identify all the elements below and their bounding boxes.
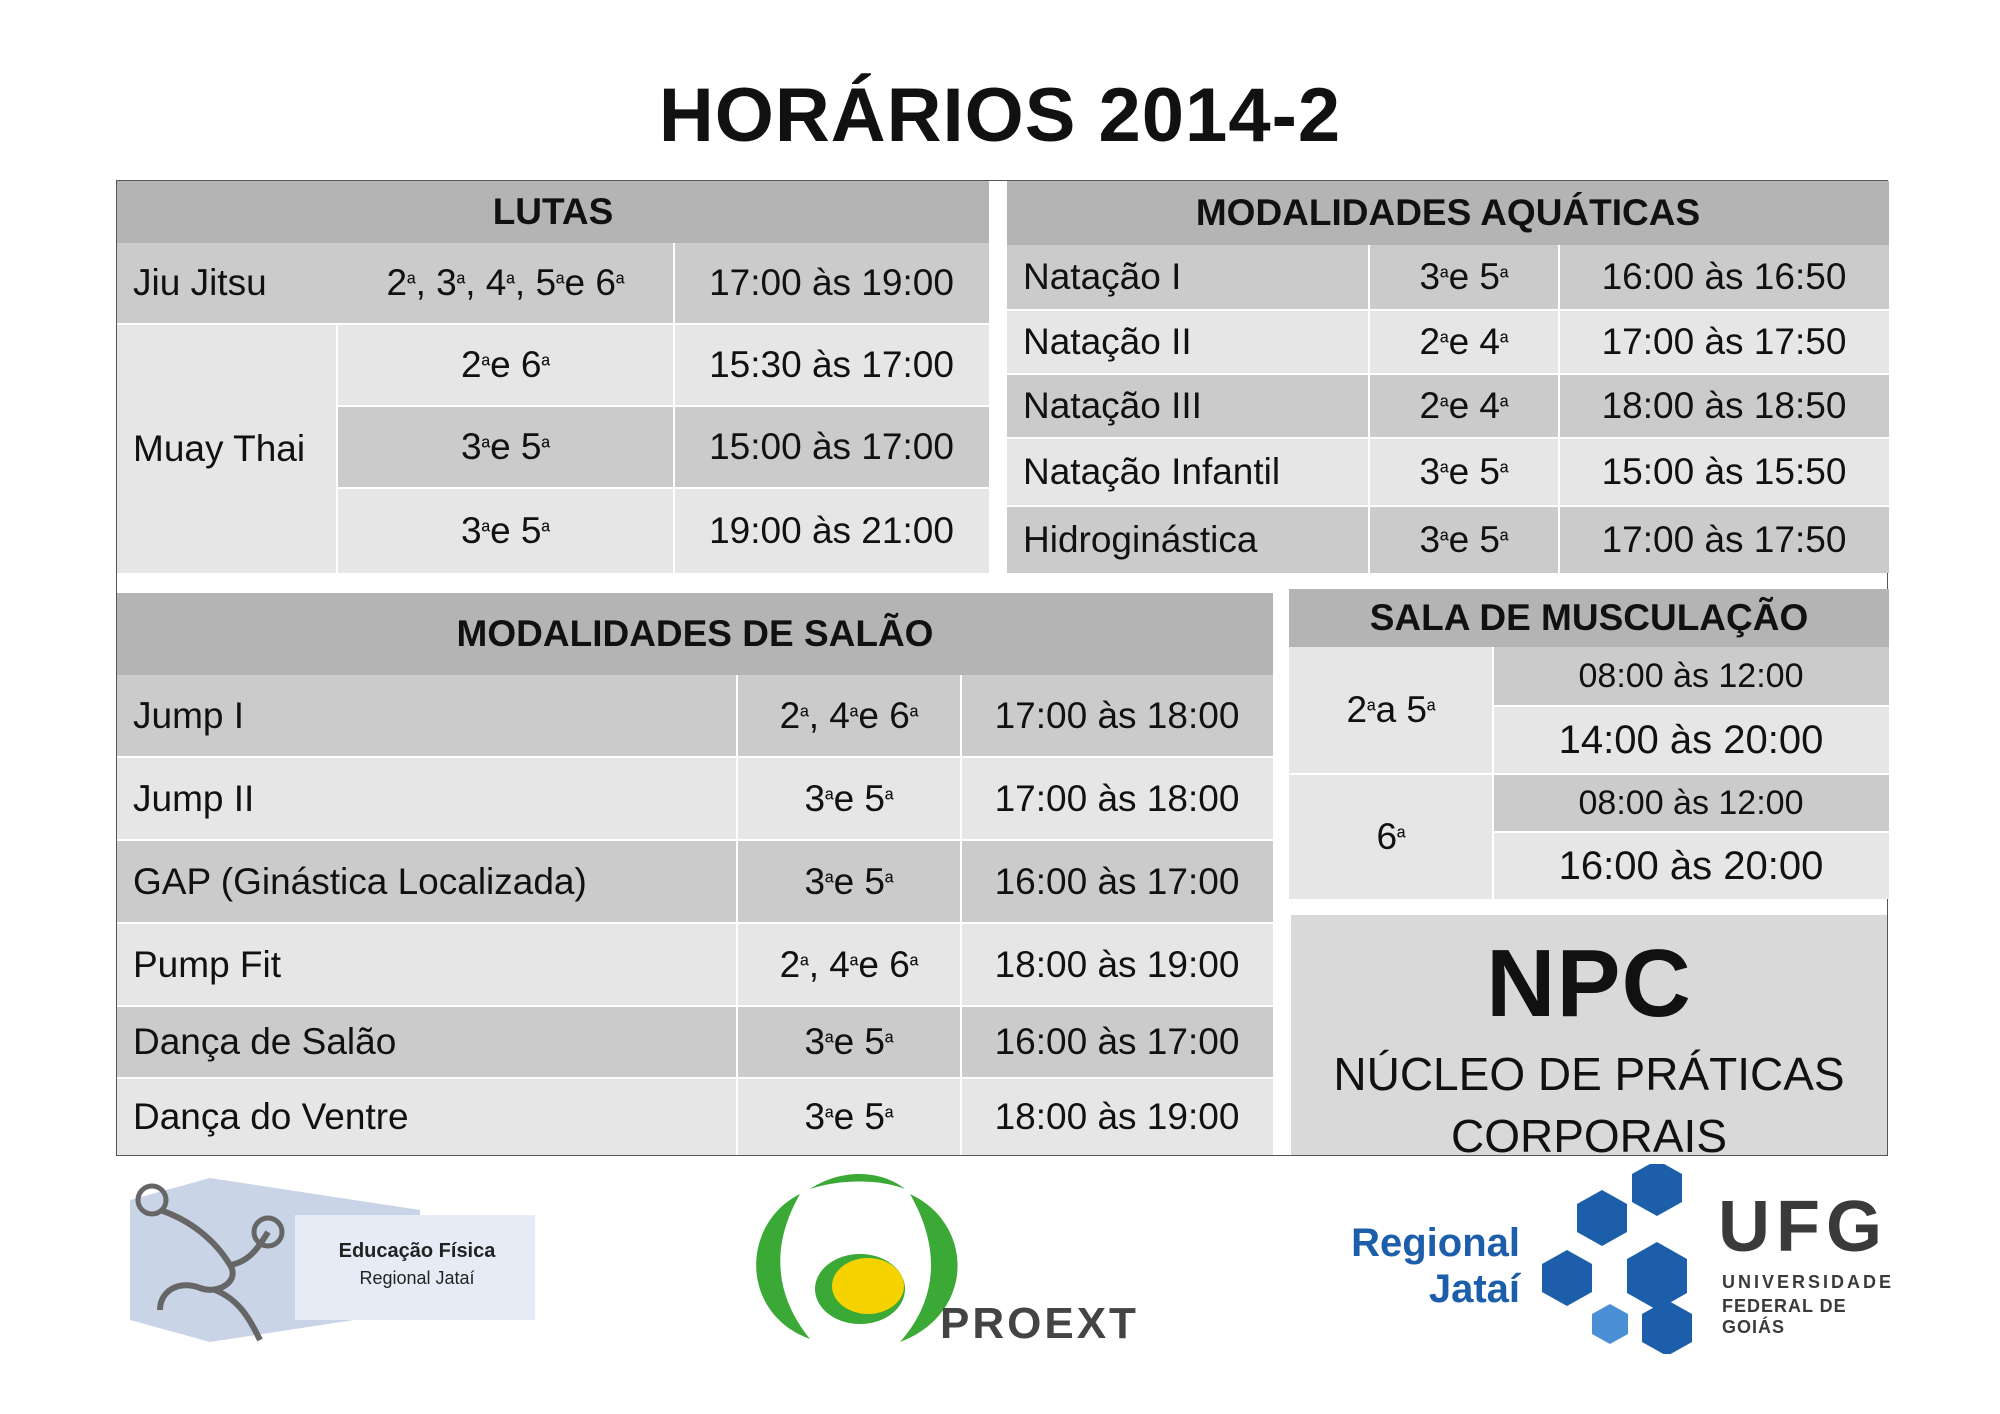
- time-cell: 16:00 às 20:00: [1493, 833, 1889, 899]
- days-cell: 3 ª e 5 ª: [737, 758, 961, 841]
- ufg-logo: [1532, 1164, 1895, 1354]
- musculacao-panel: [1289, 589, 1889, 899]
- proext-emblem-icon: [740, 1164, 970, 1354]
- table-row: Muay Thai: [117, 325, 337, 573]
- table-row: Jump I: [117, 675, 737, 758]
- proext-label: PROEXT: [940, 1299, 1139, 1348]
- regional-line-2: Jataí: [1428, 1267, 1520, 1311]
- time-cell: 08:00 às 12:00: [1493, 775, 1889, 833]
- days-cell: 2 ª e 6 ª: [337, 325, 674, 407]
- educacao-fisica-subtitle: Regional Jataí: [359, 1268, 475, 1288]
- days-cell: 2 ª , 4 ª e 6 ª: [737, 675, 961, 758]
- table-row: Jump II: [117, 758, 737, 841]
- regional-jatai-logo: [1290, 1220, 1520, 1330]
- time-cell: 15:30 às 17:00: [674, 325, 989, 407]
- time-cell: 16:00 às 17:00: [961, 1007, 1273, 1079]
- table-row: Natação II: [1007, 311, 1369, 375]
- educacao-fisica-logo: [120, 1170, 540, 1350]
- days-cell: 2 ª e 4 ª: [1369, 375, 1559, 439]
- time-cell: 17:00 às 17:50: [1559, 311, 1889, 375]
- time-cell: 17:00 às 18:00: [961, 675, 1273, 758]
- ufg-hexagon-icon: [1532, 1164, 1712, 1354]
- days-cell: 3 ª e 5 ª: [737, 1007, 961, 1079]
- aquaticas-header: MODALIDADES AQUÁTICAS: [1007, 181, 1889, 245]
- table-row: Natação III: [1007, 375, 1369, 439]
- time-cell: 16:00 às 16:50: [1559, 245, 1889, 311]
- days-cell: 6 ª: [1289, 775, 1493, 899]
- days-cell: 2 ª , 3 ª , 4 ª , 5 ª e 6 ª: [337, 243, 674, 325]
- proext-logo: [740, 1164, 1140, 1354]
- lutas-panel: [117, 181, 989, 573]
- time-cell: 18:00 às 19:00: [961, 1079, 1273, 1155]
- table-row: Dança do Ventre: [117, 1079, 737, 1155]
- ufg-line-1: UNIVERSIDADE: [1722, 1272, 1895, 1292]
- time-cell: 08:00 às 12:00: [1493, 647, 1889, 707]
- days-cell: 2 ª a 5 ª: [1289, 647, 1493, 773]
- table-row: Dança de Salão: [117, 1007, 737, 1079]
- regional-line-1: Regional: [1351, 1221, 1520, 1265]
- npc-acronym: NPC: [1486, 930, 1692, 1037]
- time-cell: 15:00 às 17:00: [674, 407, 989, 489]
- days-cell: 2 ª , 4 ª e 6 ª: [737, 924, 961, 1007]
- days-cell: 3 ª e 5 ª: [737, 1079, 961, 1155]
- days-cell: 3 ª e 5 ª: [737, 841, 961, 924]
- lutas-header: LUTAS: [117, 181, 989, 243]
- table-row: GAP (Ginástica Localizada): [117, 841, 737, 924]
- time-cell: 17:00 às 18:00: [961, 758, 1273, 841]
- days-cell: 3 ª e 5 ª: [1369, 245, 1559, 311]
- page-title: HORÁRIOS 2014-2: [658, 73, 1342, 158]
- time-cell: 14:00 às 20:00: [1493, 707, 1889, 773]
- educacao-fisica-title: Educação Física: [338, 1240, 496, 1262]
- salao-panel: [117, 593, 1273, 1155]
- days-cell: 3 ª e 5 ª: [337, 489, 674, 573]
- time-cell: 18:00 às 19:00: [961, 924, 1273, 1007]
- ufg-line-2: FEDERAL DE GOIÁS: [1722, 1296, 1847, 1337]
- npc-line-2: CORPORAIS: [1450, 1110, 1728, 1162]
- aquaticas-panel: [1007, 181, 1889, 573]
- time-cell: 18:00 às 18:50: [1559, 375, 1889, 439]
- time-cell: 19:00 às 21:00: [674, 489, 989, 573]
- time-cell: 16:00 às 17:00: [961, 841, 1273, 924]
- salao-header: MODALIDADES DE SALÃO: [117, 593, 1273, 675]
- musculacao-header: SALA DE MUSCULAÇÃO: [1289, 589, 1889, 647]
- days-cell: 3 ª e 5 ª: [1369, 439, 1559, 507]
- table-row: Natação Infantil: [1007, 439, 1369, 507]
- schedule-frame: [116, 180, 1888, 1162]
- table-row: Pump Fit: [117, 924, 737, 1007]
- time-cell: 17:00 às 19:00: [674, 243, 989, 325]
- npc-box: [1291, 915, 1887, 1162]
- time-cell: 17:00 às 17:50: [1559, 507, 1889, 573]
- days-cell: 3 ª e 5 ª: [1369, 507, 1559, 573]
- table-row: Hidroginástica: [1007, 507, 1369, 573]
- table-row: Natação I: [1007, 245, 1369, 311]
- npc-line-1: NÚCLEO DE PRÁTICAS: [1333, 1048, 1845, 1100]
- time-cell: 15:00 às 15:50: [1559, 439, 1889, 507]
- table-row: Jiu Jitsu: [117, 243, 337, 325]
- days-cell: 3 ª e 5 ª: [337, 407, 674, 489]
- days-cell: 2 ª e 4 ª: [1369, 311, 1559, 375]
- ufg-acronym: UFG: [1718, 1187, 1888, 1267]
